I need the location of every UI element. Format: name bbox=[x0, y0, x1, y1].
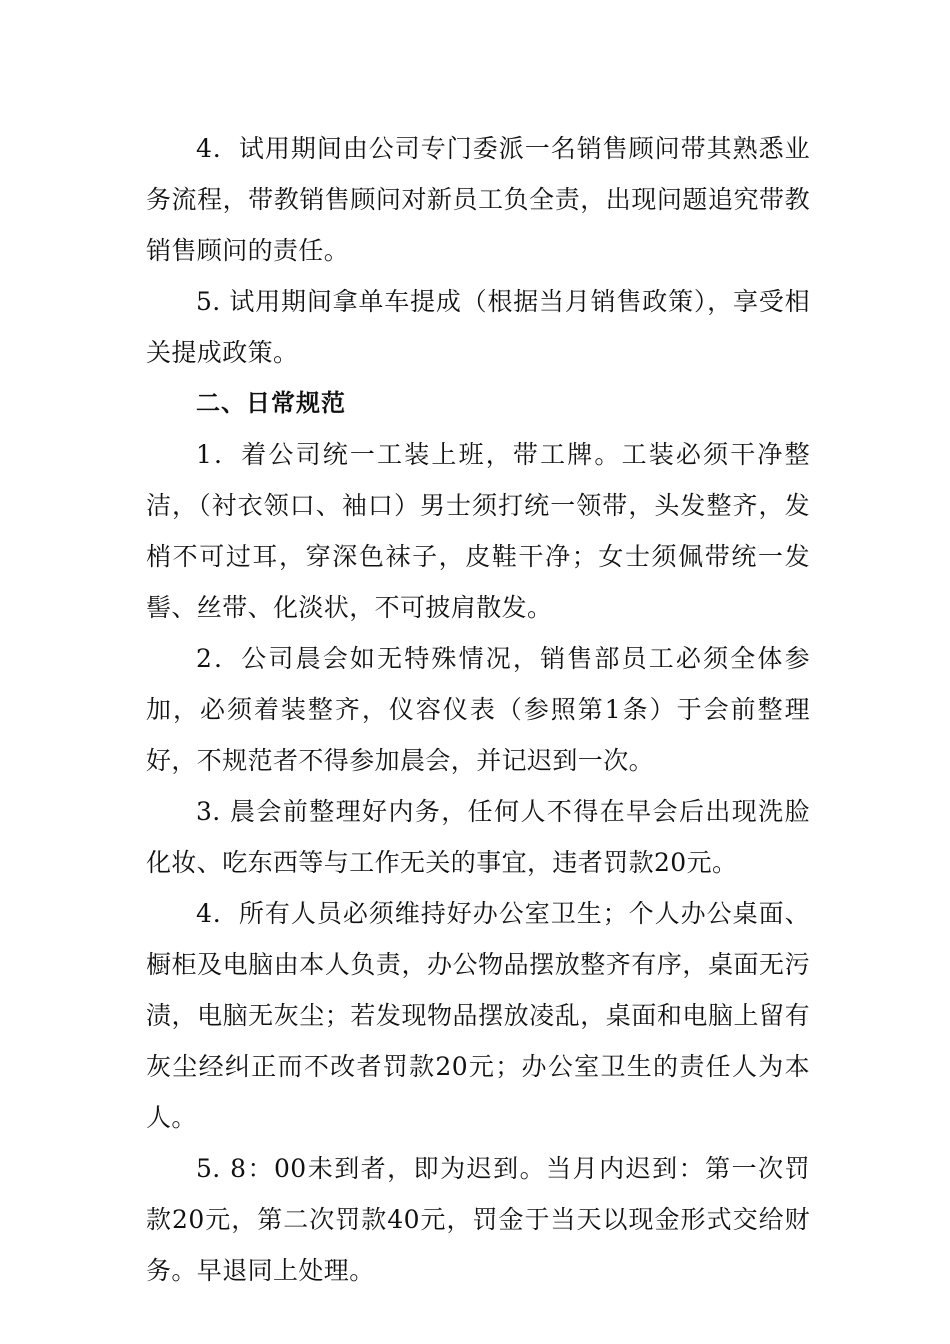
paragraph-rule-4: 4．所有人员必须维持好办公室卫生；个人办公桌面、橱柜及电脑由本人负责，办公物品摆放整齐有序，桌面无污渍，电脑无灰尘；若发现物品摆放凌乱，桌面和电脑上留有灰尘经纠正而不改者罚款20元；办公室卫生的责任人为本人。 bbox=[146, 899, 810, 1132]
paragraph-rule-2: 2．公司晨会如无特殊情况，销售部员工必须全体参加，必须着装整齐，仪容仪表（参照第1条）于会前整理好，不规范者不得参加晨会，并记迟到一次。 bbox=[146, 644, 810, 775]
paragraph-probation-5: 5. 试用期间拿单车提成（根据当月销售政策），享受相关提成政策。 bbox=[146, 287, 810, 367]
paragraph-rule-3: 3. 晨会前整理好内务，任何人不得在早会后出现洗脸化妆、吃东西等与工作无关的事宜，违者罚款20元。 bbox=[146, 797, 810, 877]
paragraph-rule-5: 5. 8：00未到者，即为迟到。当月内迟到：第一次罚款20元，第二次罚款40元，罚金于当天以现金形式交给财务。早退同上处理。 bbox=[146, 1154, 810, 1285]
paragraph-rule-1: 1．着公司统一工装上班，带工牌。工装必须干净整洁，（衬衣领口、袖口）男士须打统一领带，头发整齐，发梢不可过耳，穿深色袜子，皮鞋干净；女士须佩带统一发髻、丝带、化淡状，不可披肩散发。 bbox=[146, 440, 810, 622]
section-heading: 二、日常规范 bbox=[196, 389, 346, 417]
paragraph-probation-4: 4．试用期间由公司专门委派一名销售顾问带其熟悉业务流程，带教销售顾问对新员工负全责，出现问题追究带教销售顾问的责任。 bbox=[146, 134, 810, 265]
document-page bbox=[146, 123, 810, 1296]
